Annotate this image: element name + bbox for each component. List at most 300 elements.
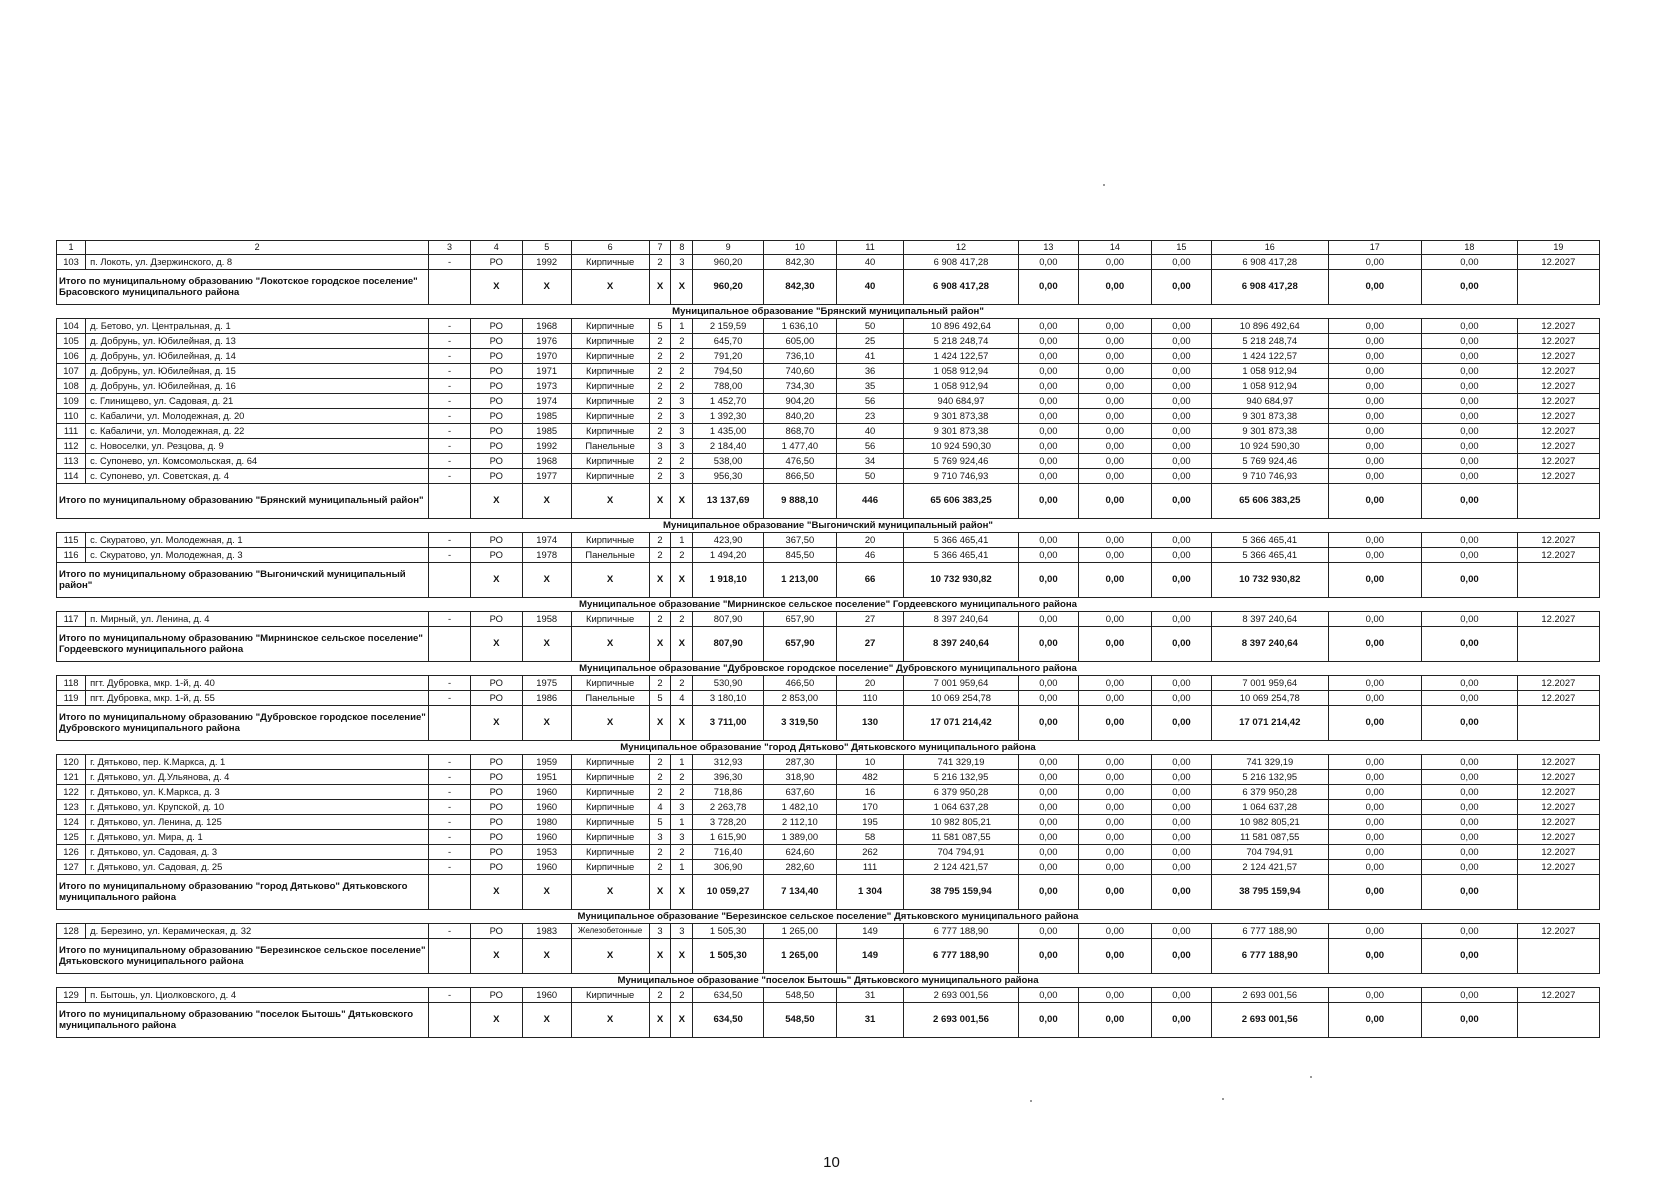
- table-cell: 1 477,40: [763, 439, 836, 454]
- table-cell: 2: [671, 785, 693, 800]
- table-cell: 0,00: [1151, 770, 1211, 785]
- table-cell: 12.2027: [1517, 469, 1599, 484]
- total-cell: 0,00: [1018, 627, 1078, 662]
- table-cell: Кирпичные: [571, 770, 649, 785]
- table-row: [57, 860, 1600, 875]
- section-row: [57, 662, 1600, 676]
- total-cell: X: [571, 706, 649, 741]
- total-cell: 807,90: [693, 627, 764, 662]
- table-cell: Кирпичные: [571, 379, 649, 394]
- table-cell: 904,20: [763, 394, 836, 409]
- table-cell: 0,00: [1018, 439, 1078, 454]
- table-cell: 0,00: [1422, 691, 1518, 706]
- table-row: [57, 364, 1600, 379]
- total-cell: 1 918,10: [693, 563, 764, 598]
- table-cell: 16: [836, 785, 904, 800]
- table-cell: 367,50: [763, 533, 836, 548]
- table-cell: 1970: [522, 349, 571, 364]
- total-cell: 0,00: [1328, 706, 1422, 741]
- table-cell: 120: [57, 755, 86, 770]
- table-cell: 1960: [522, 785, 571, 800]
- table-cell: 645,70: [693, 334, 764, 349]
- table-cell: 0,00: [1328, 409, 1422, 424]
- table-cell: 0,00: [1151, 319, 1211, 334]
- table-cell: 318,90: [763, 770, 836, 785]
- table-cell: 110: [836, 691, 904, 706]
- table-cell: 23: [836, 409, 904, 424]
- table-cell: 741 329,19: [904, 755, 1018, 770]
- table-cell: 1974: [522, 394, 571, 409]
- table-cell: 40: [836, 424, 904, 439]
- table-cell: 116: [57, 548, 86, 563]
- total-cell: [429, 875, 471, 910]
- total-cell: 0,00: [1151, 706, 1211, 741]
- table-row: [57, 785, 1600, 800]
- table-cell: 11 581 087,55: [1212, 830, 1328, 845]
- table-cell: 1: [671, 860, 693, 875]
- total-cell: X: [522, 627, 571, 662]
- table-cell: 1: [671, 755, 693, 770]
- table-cell: 0,00: [1151, 785, 1211, 800]
- table-cell: 548,50: [763, 988, 836, 1003]
- table-cell: 0,00: [1078, 533, 1151, 548]
- table-cell: 10 069 254,78: [904, 691, 1018, 706]
- table-cell: 0,00: [1151, 800, 1211, 815]
- table-cell: 2 693 001,56: [904, 988, 1018, 1003]
- table-cell: 8 397 240,64: [904, 612, 1018, 627]
- table-cell: 0,00: [1328, 319, 1422, 334]
- address-cell: с. Супонево, ул. Советская, д. 4: [86, 469, 429, 484]
- table-cell: 0,00: [1078, 424, 1151, 439]
- table-cell: 0,00: [1422, 439, 1518, 454]
- table-row: [57, 548, 1600, 563]
- total-cell: X: [571, 270, 649, 305]
- table-cell: Кирпичные: [571, 409, 649, 424]
- address-cell: с. Кабаличи, ул. Молодежная, д. 22: [86, 424, 429, 439]
- table-cell: Панельные: [571, 439, 649, 454]
- table-cell: Кирпичные: [571, 394, 649, 409]
- table-cell: РО: [470, 349, 522, 364]
- table-cell: 0,00: [1151, 469, 1211, 484]
- address-cell: п. Локоть, ул. Дзержинского, д. 8: [86, 255, 429, 270]
- table-cell: 282,60: [763, 860, 836, 875]
- total-cell: 0,00: [1078, 875, 1151, 910]
- table-cell: 0,00: [1151, 691, 1211, 706]
- address-cell: г. Дятьково, ул. Садовая, д. 3: [86, 845, 429, 860]
- table-cell: 0,00: [1328, 349, 1422, 364]
- table-cell: 0,00: [1018, 334, 1078, 349]
- total-cell: 0,00: [1018, 563, 1078, 598]
- address-cell: г. Дятьково, ул. Д.Ульянова, д. 4: [86, 770, 429, 785]
- table-cell: -: [429, 691, 471, 706]
- table-cell: 0,00: [1151, 439, 1211, 454]
- table-cell: 0,00: [1328, 612, 1422, 627]
- table-cell: 0,00: [1328, 860, 1422, 875]
- table-cell: 5 366 465,41: [1212, 533, 1328, 548]
- total-cell: 0,00: [1151, 270, 1211, 305]
- table-row: [57, 612, 1600, 627]
- total-cell: X: [571, 563, 649, 598]
- scan-speck: [1222, 1098, 1224, 1100]
- total-cell: 0,00: [1151, 875, 1211, 910]
- table-cell: 12.2027: [1517, 860, 1599, 875]
- table-cell: 3: [671, 424, 693, 439]
- table-cell: РО: [470, 548, 522, 563]
- total-cell: X: [671, 627, 693, 662]
- table-cell: 538,00: [693, 454, 764, 469]
- total-cell: 0,00: [1018, 939, 1078, 974]
- table-cell: РО: [470, 785, 522, 800]
- table-cell: 25: [836, 334, 904, 349]
- table-cell: 40: [836, 255, 904, 270]
- column-number: 9: [693, 241, 764, 255]
- table-cell: 108: [57, 379, 86, 394]
- table-cell: 10 069 254,78: [1212, 691, 1328, 706]
- section-title: Муниципальное образование "город Дятьково" Дятьковского муниципального района: [57, 741, 1600, 755]
- table-cell: 41: [836, 349, 904, 364]
- table-cell: 0,00: [1151, 394, 1211, 409]
- address-cell: с. Новоселки, ул. Резцова, д. 9: [86, 439, 429, 454]
- table-cell: 0,00: [1151, 409, 1211, 424]
- table-cell: 2: [649, 454, 671, 469]
- table-cell: Кирпичные: [571, 676, 649, 691]
- table-cell: 2: [649, 334, 671, 349]
- total-cell: X: [522, 706, 571, 741]
- table-cell: 58: [836, 830, 904, 845]
- table-cell: 0,00: [1078, 364, 1151, 379]
- total-cell: X: [470, 484, 522, 519]
- table-cell: Кирпичные: [571, 815, 649, 830]
- table-cell: 2: [671, 364, 693, 379]
- address-cell: д. Добрунь, ул. Юбилейная, д. 16: [86, 379, 429, 394]
- table-cell: 1975: [522, 676, 571, 691]
- total-cell: 1 213,00: [763, 563, 836, 598]
- table-cell: Кирпичные: [571, 424, 649, 439]
- table-cell: 0,00: [1018, 845, 1078, 860]
- table-cell: 107: [57, 364, 86, 379]
- table-row: [57, 424, 1600, 439]
- table-cell: 0,00: [1018, 770, 1078, 785]
- table-cell: 1 615,90: [693, 830, 764, 845]
- total-cell: 0,00: [1328, 484, 1422, 519]
- table-cell: 940 684,97: [1212, 394, 1328, 409]
- table-row: [57, 691, 1600, 706]
- total-cell: 0,00: [1078, 627, 1151, 662]
- table-row: [57, 755, 1600, 770]
- table-cell: 0,00: [1018, 319, 1078, 334]
- table-cell: 12.2027: [1517, 364, 1599, 379]
- table-cell: 0,00: [1018, 454, 1078, 469]
- total-cell: X: [522, 563, 571, 598]
- total-cell: 0,00: [1422, 484, 1518, 519]
- section-title: Муниципальное образование "Мирнинское сельское поселение" Гордеевского муниципального района: [57, 598, 1600, 612]
- table-cell: 118: [57, 676, 86, 691]
- column-number: 2: [86, 241, 429, 255]
- table-cell: 1985: [522, 409, 571, 424]
- table-cell: -: [429, 349, 471, 364]
- table-cell: 741 329,19: [1212, 755, 1328, 770]
- table-cell: 12.2027: [1517, 988, 1599, 1003]
- table-cell: Кирпичные: [571, 349, 649, 364]
- total-cell: X: [470, 1003, 522, 1038]
- total-cell: 65 606 383,25: [904, 484, 1018, 519]
- address-cell: г. Дятьково, ул. Садовая, д. 25: [86, 860, 429, 875]
- address-cell: пгт. Дубровка, мкр. 1-й, д. 55: [86, 691, 429, 706]
- table-cell: РО: [470, 830, 522, 845]
- total-cell: X: [571, 939, 649, 974]
- total-cell: [429, 939, 471, 974]
- table-cell: 0,00: [1078, 319, 1151, 334]
- total-cell: 0,00: [1151, 627, 1211, 662]
- total-cell: 6 908 417,28: [1212, 270, 1328, 305]
- total-label: Итого по муниципальному образованию "Выгоничский муниципальный район": [57, 563, 429, 598]
- table-cell: 2: [671, 334, 693, 349]
- table-cell: 1 392,30: [693, 409, 764, 424]
- table-cell: 5 218 248,74: [904, 334, 1018, 349]
- table-cell: 125: [57, 830, 86, 845]
- total-cell: 0,00: [1422, 563, 1518, 598]
- total-cell: 1 265,00: [763, 939, 836, 974]
- table-cell: 0,00: [1078, 815, 1151, 830]
- table-cell: 0,00: [1328, 755, 1422, 770]
- table-cell: 0,00: [1151, 548, 1211, 563]
- table-cell: 36: [836, 364, 904, 379]
- total-cell: X: [649, 939, 671, 974]
- table-cell: 12.2027: [1517, 830, 1599, 845]
- table-cell: 0,00: [1422, 349, 1518, 364]
- table-cell: 0,00: [1151, 255, 1211, 270]
- table-row: [57, 469, 1600, 484]
- table-cell: 12.2027: [1517, 800, 1599, 815]
- table-cell: 3: [671, 439, 693, 454]
- table-row: [57, 394, 1600, 409]
- table-cell: 2: [649, 255, 671, 270]
- table-cell: 842,30: [763, 255, 836, 270]
- total-row: [57, 1003, 1600, 1038]
- table-cell: 12.2027: [1517, 770, 1599, 785]
- table-row: [57, 845, 1600, 860]
- table-cell: 1978: [522, 548, 571, 563]
- column-number: 8: [671, 241, 693, 255]
- address-cell: п. Бытошь, ул. Циолковского, д. 4: [86, 988, 429, 1003]
- table-row: [57, 815, 1600, 830]
- table-cell: 10 924 590,30: [904, 439, 1018, 454]
- table-cell: 3 728,20: [693, 815, 764, 830]
- table-cell: -: [429, 255, 471, 270]
- table-cell: 940 684,97: [904, 394, 1018, 409]
- table-row: [57, 454, 1600, 469]
- table-cell: 2: [671, 770, 693, 785]
- table-cell: 0,00: [1422, 394, 1518, 409]
- total-cell: 446: [836, 484, 904, 519]
- table-cell: 106: [57, 349, 86, 364]
- total-cell: 0,00: [1328, 1003, 1422, 1038]
- total-cell: X: [649, 875, 671, 910]
- column-number: 17: [1328, 241, 1422, 255]
- table-cell: 12.2027: [1517, 845, 1599, 860]
- table-cell: 1 435,00: [693, 424, 764, 439]
- total-cell: X: [470, 270, 522, 305]
- table-cell: 7 001 959,64: [904, 676, 1018, 691]
- table-cell: 466,50: [763, 676, 836, 691]
- table-cell: 1951: [522, 770, 571, 785]
- table-cell: 2: [649, 469, 671, 484]
- section-title: Муниципальное образование "Березинское сельское поселение" Дятьковского муниципального района: [57, 910, 1600, 924]
- table-cell: 5 769 924,46: [1212, 454, 1328, 469]
- table-cell: 109: [57, 394, 86, 409]
- table-cell: 0,00: [1151, 349, 1211, 364]
- table-cell: 1986: [522, 691, 571, 706]
- table-cell: 12.2027: [1517, 409, 1599, 424]
- table-cell: 0,00: [1018, 424, 1078, 439]
- table-cell: -: [429, 319, 471, 334]
- total-cell: 0,00: [1422, 627, 1518, 662]
- total-cell: X: [649, 270, 671, 305]
- table-cell: 0,00: [1078, 394, 1151, 409]
- table-cell: 1: [671, 815, 693, 830]
- table-cell: 10 982 805,21: [904, 815, 1018, 830]
- table-cell: 1 424 122,57: [1212, 349, 1328, 364]
- section-row: [57, 741, 1600, 755]
- table-cell: 2 159,59: [693, 319, 764, 334]
- address-cell: с. Супонево, ул. Комсомольская, д. 64: [86, 454, 429, 469]
- table-cell: -: [429, 334, 471, 349]
- table-cell: 287,30: [763, 755, 836, 770]
- table-cell: 1 494,20: [693, 548, 764, 563]
- table-cell: 12.2027: [1517, 319, 1599, 334]
- table-cell: 10: [836, 755, 904, 770]
- table-cell: 530,90: [693, 676, 764, 691]
- total-cell: 38 795 159,94: [904, 875, 1018, 910]
- table-cell: 2: [649, 785, 671, 800]
- table-cell: 0,00: [1078, 379, 1151, 394]
- section-row: [57, 974, 1600, 988]
- table-cell: 423,90: [693, 533, 764, 548]
- table-cell: 0,00: [1018, 548, 1078, 563]
- table-cell: 11 581 087,55: [904, 830, 1018, 845]
- table-cell: 12.2027: [1517, 379, 1599, 394]
- table-cell: 121: [57, 770, 86, 785]
- scan-speck: [1310, 1076, 1312, 1078]
- table-cell: 129: [57, 988, 86, 1003]
- total-cell: X: [671, 706, 693, 741]
- total-cell: 7 134,40: [763, 875, 836, 910]
- header-row: [57, 241, 1600, 255]
- total-cell: [429, 706, 471, 741]
- total-cell: 0,00: [1151, 563, 1211, 598]
- table-cell: 10 896 492,64: [904, 319, 1018, 334]
- total-cell: X: [470, 706, 522, 741]
- address-cell: г. Дятьково, ул. Ленина, д. 125: [86, 815, 429, 830]
- total-cell: [1517, 484, 1599, 519]
- table-cell: 605,00: [763, 334, 836, 349]
- table-cell: РО: [470, 424, 522, 439]
- total-cell: X: [571, 627, 649, 662]
- table-cell: 306,90: [693, 860, 764, 875]
- table-cell: 9 710 746,93: [1212, 469, 1328, 484]
- table-cell: РО: [470, 845, 522, 860]
- table-cell: 3: [671, 924, 693, 939]
- table-cell: -: [429, 815, 471, 830]
- column-number: 6: [571, 241, 649, 255]
- table-cell: 0,00: [1328, 924, 1422, 939]
- table-cell: 56: [836, 439, 904, 454]
- total-cell: 960,20: [693, 270, 764, 305]
- table-cell: -: [429, 785, 471, 800]
- table-cell: 807,90: [693, 612, 764, 627]
- table-cell: 2 112,10: [763, 815, 836, 830]
- table-cell: 0,00: [1018, 379, 1078, 394]
- table-cell: 3: [671, 800, 693, 815]
- table-cell: 0,00: [1018, 924, 1078, 939]
- total-cell: X: [522, 484, 571, 519]
- table-cell: 10 896 492,64: [1212, 319, 1328, 334]
- table-cell: 0,00: [1328, 364, 1422, 379]
- table-cell: 1: [671, 319, 693, 334]
- table-cell: 31: [836, 988, 904, 1003]
- table-cell: 0,00: [1018, 349, 1078, 364]
- total-label: Итого по муниципальному образованию "Мирнинское сельское поселение" Гордеевского муниципального района: [57, 627, 429, 662]
- total-cell: X: [649, 484, 671, 519]
- table-cell: 2: [649, 394, 671, 409]
- total-cell: [429, 563, 471, 598]
- table-cell: 12.2027: [1517, 439, 1599, 454]
- table-cell: 10 924 590,30: [1212, 439, 1328, 454]
- table-cell: 2: [649, 379, 671, 394]
- total-cell: X: [671, 875, 693, 910]
- total-row: [57, 270, 1600, 305]
- table-cell: 35: [836, 379, 904, 394]
- address-cell: г. Дятьково, пер. К.Маркса, д. 1: [86, 755, 429, 770]
- total-cell: X: [470, 875, 522, 910]
- table-cell: 262: [836, 845, 904, 860]
- table-row: [57, 379, 1600, 394]
- table-cell: 0,00: [1422, 612, 1518, 627]
- table-cell: 1992: [522, 255, 571, 270]
- total-cell: X: [671, 270, 693, 305]
- table-cell: -: [429, 394, 471, 409]
- total-cell: 13 137,69: [693, 484, 764, 519]
- table-cell: 0,00: [1422, 770, 1518, 785]
- table-cell: 1960: [522, 830, 571, 845]
- total-cell: 0,00: [1078, 270, 1151, 305]
- table-cell: 0,00: [1151, 988, 1211, 1003]
- table-cell: 0,00: [1018, 255, 1078, 270]
- total-cell: 1 304: [836, 875, 904, 910]
- table-cell: 0,00: [1018, 785, 1078, 800]
- section-title: Муниципальное образование "Дубровское городское поселение" Дубровского муниципального района: [57, 662, 1600, 676]
- table-cell: 476,50: [763, 454, 836, 469]
- table-cell: 0,00: [1422, 533, 1518, 548]
- table-cell: 734,30: [763, 379, 836, 394]
- table-cell: 866,50: [763, 469, 836, 484]
- total-cell: 0,00: [1078, 706, 1151, 741]
- column-number: 1: [57, 241, 86, 255]
- table-cell: 122: [57, 785, 86, 800]
- table-cell: 7 001 959,64: [1212, 676, 1328, 691]
- table-cell: 1985: [522, 424, 571, 439]
- total-cell: 3 319,50: [763, 706, 836, 741]
- table-cell: 2: [649, 770, 671, 785]
- total-cell: X: [671, 484, 693, 519]
- table-cell: -: [429, 379, 471, 394]
- table-cell: 794,50: [693, 364, 764, 379]
- table-cell: 704 794,91: [904, 845, 1018, 860]
- total-cell: 0,00: [1328, 563, 1422, 598]
- table-cell: 4: [649, 800, 671, 815]
- table-cell: 0,00: [1422, 860, 1518, 875]
- address-cell: д. Добрунь, ул. Юбилейная, д. 15: [86, 364, 429, 379]
